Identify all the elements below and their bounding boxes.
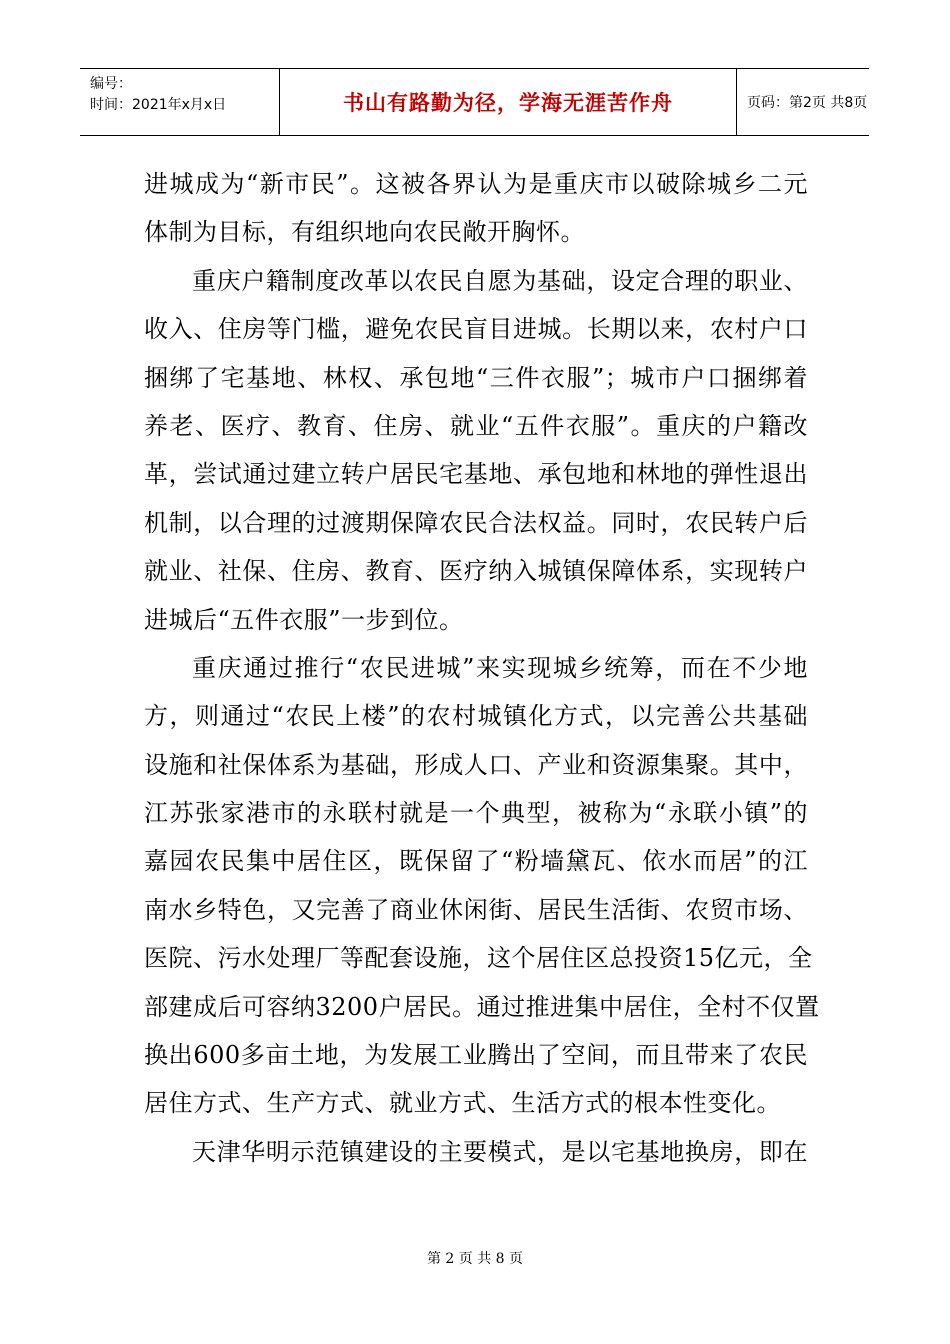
header-motto: 书山有路勤为径，学海无涯苦作舟 [280,69,737,135]
header-page-number: 页码：第2页 共8页 [747,95,868,111]
body-line: 南水乡特色，又完善了商业休闲街、居民生活街、农贸市场、 [144,895,808,924]
document-time-label: 时间：2021年x月x日 [90,97,227,113]
body-line: 换出600多亩土地，为发展工业腾出了空间，而且带来了农民 [144,1041,808,1070]
body-line: 部建成后可容纳3200户居民。通过推进集中居住，全村不仅置 [144,992,820,1021]
body-line: 体制为目标，有组织地向农民敞开胸怀。 [144,218,585,247]
body-line: 嘉园农民集中居住区，既保留了“粉墙黛瓦、依水而居”的江 [144,847,808,876]
header-meta-cell [80,69,280,135]
body-line: 进城后“五件衣服”一步到位。 [144,605,464,634]
body-line: 重庆通过推行“农民进城”来实现城乡统筹，而在不少地 [192,653,808,682]
body-line: 收入、住房等门槛，避免农民盲目进城。长期以来，农村户口 [144,315,808,344]
body-line: 捆绑了宅基地、林权、承包地“三件衣服”；城市户口捆绑着 [144,363,808,392]
body-line: 革，尝试通过建立转户居民宅基地、承包地和林地的弹性退出 [144,460,808,489]
body-line: 方，则通过“农民上楼”的农村城镇化方式，以完善公共基础 [144,702,808,731]
body-line: 就业、社保、住房、教育、医疗纳入城镇保障体系，实现转户 [144,557,808,586]
body-line: 进城成为“新市民”。这被各界认为是重庆市以破除城乡二元 [144,170,808,198]
body-line: 重庆户籍制度改革以农民自愿为基础，设定合理的职业、 [192,266,808,295]
body-line: 江苏张家港市的永联村就是一个典型，被称为“永联小镇”的 [144,799,808,828]
page-footer: 第 2 页 共 8 页 [426,1251,524,1267]
body-line: 医院、污水处理厂等配套设施，这个居住区总投资15亿元，全 [144,944,813,973]
body-line: 天津华明示范镇建设的主要模式，是以宅基地换房，即在 [192,1137,808,1166]
body-line: 养老、医疗、教育、住房、就业“五件衣服”。重庆的户籍改 [144,411,808,440]
body-line: 机制，以合理的过渡期保障农民合法权益。同时，农民转户后 [144,508,808,537]
page-header [80,68,869,136]
document-number-label: 编号： [90,76,132,92]
document-body [144,160,820,1176]
body-line: 设施和社保体系为基础，形成人口、产业和资源集聚。其中， [144,750,808,779]
body-line: 居住方式、生产方式、就业方式、生活方式的根本性变化。 [144,1089,781,1118]
